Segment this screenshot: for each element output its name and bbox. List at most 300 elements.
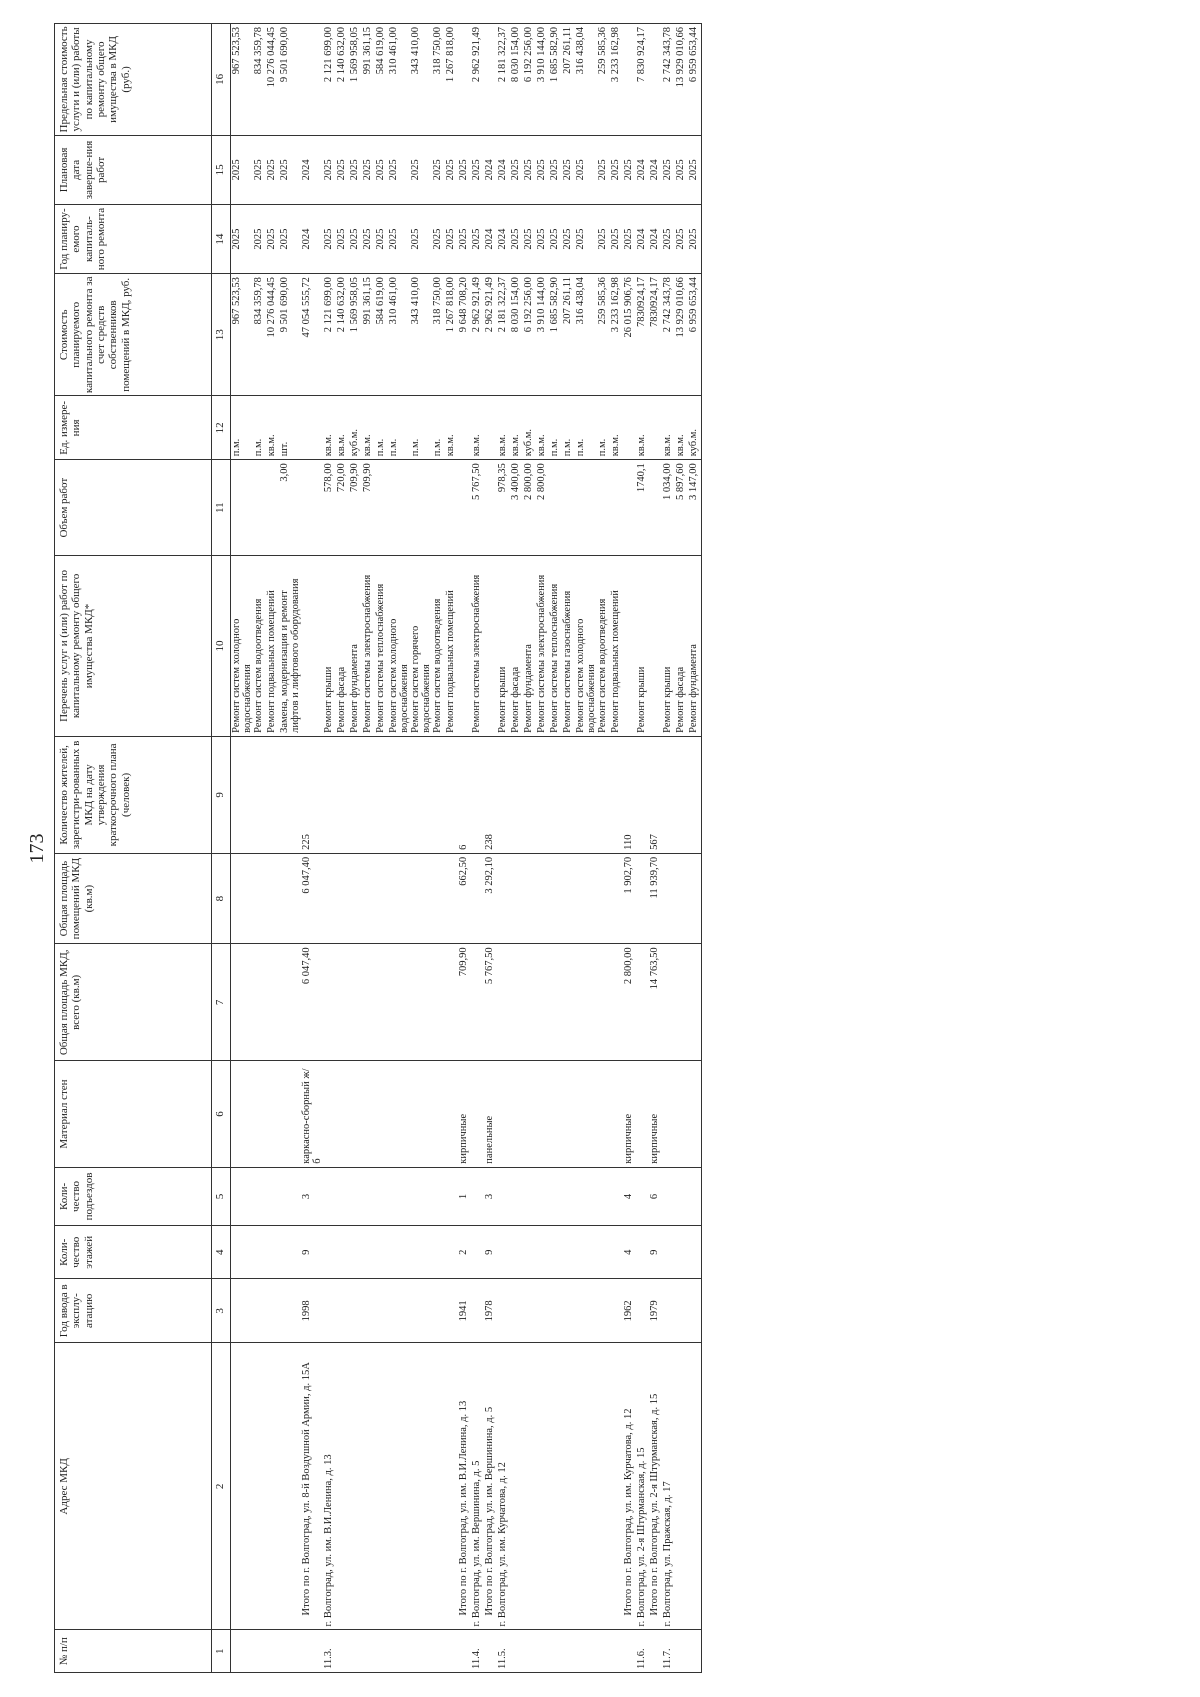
address-cell: г. Волгоград, ул. Пражская, д. 17 bbox=[662, 1343, 675, 1630]
premises-area-cell: 11 939,70 bbox=[649, 853, 662, 943]
entrances-cell bbox=[597, 1167, 610, 1226]
max-cost-cell: 6 192 256,00 bbox=[523, 24, 536, 136]
year-built-cell bbox=[510, 1279, 523, 1343]
premises-area-cell bbox=[253, 853, 266, 943]
column-header-13: Стоимость планируемого капитального ремонта за счет средств собственников помещений в МКД, руб. bbox=[55, 274, 212, 396]
unit-cell bbox=[623, 396, 636, 460]
row-number-cell bbox=[688, 1630, 701, 1673]
column-header-11: Объем работ bbox=[55, 460, 212, 556]
work-volume-cell bbox=[410, 460, 432, 556]
address-cell bbox=[549, 1343, 562, 1630]
total-area-cell bbox=[375, 944, 388, 1061]
planned-cost-cell: 6 192 256,00 bbox=[523, 274, 536, 396]
premises-area-cell bbox=[597, 853, 610, 943]
entrances-cell: 6 bbox=[649, 1167, 662, 1226]
max-cost-cell: 1 267 818,00 bbox=[445, 24, 458, 136]
planned-cost-cell: 316 438,04 bbox=[575, 274, 597, 396]
unit-cell: кв.м. bbox=[471, 396, 484, 460]
residents-cell bbox=[549, 736, 562, 853]
wall-material-cell bbox=[266, 1061, 279, 1167]
completion-year-cell: 2024 bbox=[497, 135, 510, 204]
year-built-cell bbox=[388, 1279, 410, 1343]
year-built-cell: 1978 bbox=[484, 1279, 497, 1343]
header-row bbox=[55, 24, 212, 1673]
planned-cost-cell: 2 140 632,00 bbox=[336, 274, 349, 396]
row-number-cell bbox=[375, 1630, 388, 1673]
completion-year-cell: 2025 bbox=[536, 135, 549, 204]
work-volume-cell: 2 800,00 bbox=[523, 460, 536, 556]
unit-cell bbox=[458, 396, 471, 460]
premises-area-cell bbox=[445, 853, 458, 943]
planned-year-cell: 2025 bbox=[349, 204, 362, 273]
completion-year-cell: 2025 bbox=[675, 135, 688, 204]
work-volume-cell bbox=[231, 460, 254, 556]
planned-year-cell: 2025 bbox=[688, 204, 701, 273]
floors-cell bbox=[375, 1226, 388, 1279]
planned-year-cell: 2025 bbox=[266, 204, 279, 273]
entrances-cell bbox=[688, 1167, 701, 1226]
row-number-cell bbox=[432, 1630, 445, 1673]
completion-year-cell: 2025 bbox=[432, 135, 445, 204]
completion-year-cell: 2025 bbox=[375, 135, 388, 204]
work-volume-cell bbox=[549, 460, 562, 556]
work-type-cell: Ремонт систем холодного водоснабжения bbox=[575, 556, 597, 737]
total-area-cell bbox=[362, 944, 375, 1061]
column-number: 2 bbox=[212, 1343, 231, 1630]
unit-cell: кв.м. bbox=[323, 396, 336, 460]
year-built-cell bbox=[523, 1279, 536, 1343]
work-volume-cell: 709,90 bbox=[349, 460, 362, 556]
entrances-cell bbox=[610, 1167, 623, 1226]
planned-cost-cell: 310 461,00 bbox=[388, 274, 410, 396]
total-area-cell bbox=[336, 944, 349, 1061]
table-row bbox=[253, 24, 266, 1673]
total-area-cell bbox=[597, 944, 610, 1061]
year-built-cell: 1979 bbox=[649, 1279, 662, 1343]
column-number: 1 bbox=[212, 1630, 231, 1673]
year-built-cell bbox=[497, 1279, 510, 1343]
residents-cell bbox=[497, 736, 510, 853]
wall-material-cell bbox=[323, 1061, 336, 1167]
table-row bbox=[266, 24, 279, 1673]
year-built-cell bbox=[662, 1279, 675, 1343]
year-built-cell bbox=[575, 1279, 597, 1343]
premises-area-cell bbox=[362, 853, 375, 943]
work-type-cell: Ремонт фасада bbox=[675, 556, 688, 737]
work-type-cell: Ремонт системы теплоснабжения bbox=[549, 556, 562, 737]
residents-cell bbox=[349, 736, 362, 853]
unit-cell: кв.м. bbox=[536, 396, 549, 460]
row-number-cell bbox=[458, 1630, 471, 1673]
table-row bbox=[649, 24, 662, 1673]
unit-cell: кв.м. bbox=[497, 396, 510, 460]
work-type-cell bbox=[301, 556, 323, 737]
residents-cell bbox=[323, 736, 336, 853]
max-cost-cell: 8 030 154,00 bbox=[510, 24, 523, 136]
residents-cell bbox=[266, 736, 279, 853]
table-row bbox=[432, 24, 445, 1673]
row-number-cell bbox=[597, 1630, 610, 1673]
work-volume-cell bbox=[253, 460, 266, 556]
unit-cell: п.м. bbox=[575, 396, 597, 460]
year-built-cell: 1941 bbox=[458, 1279, 471, 1343]
premises-area-cell: 6 047,40 bbox=[301, 853, 323, 943]
planned-cost-cell: 2 962 921,49 bbox=[484, 274, 497, 396]
completion-year-cell: 2024 bbox=[649, 135, 662, 204]
completion-year-cell: 2025 bbox=[410, 135, 432, 204]
column-header-3: Год ввода в эксплу-атацию bbox=[55, 1279, 212, 1343]
column-number: 16 bbox=[212, 24, 231, 136]
year-built-cell bbox=[636, 1279, 649, 1343]
entrances-cell bbox=[336, 1167, 349, 1226]
wall-material-cell bbox=[575, 1061, 597, 1167]
work-type-cell: Ремонт подвальных помещений bbox=[610, 556, 623, 737]
year-built-cell bbox=[675, 1279, 688, 1343]
table-row bbox=[231, 24, 254, 1673]
year-built-cell: 1962 bbox=[623, 1279, 636, 1343]
max-cost-cell: 2 140 632,00 bbox=[336, 24, 349, 136]
floors-cell bbox=[279, 1226, 301, 1279]
work-type-cell: Ремонт системы электроснабжения bbox=[471, 556, 484, 737]
wall-material-cell bbox=[375, 1061, 388, 1167]
planned-year-cell: 2024 bbox=[301, 204, 323, 273]
planned-year-cell: 2025 bbox=[623, 204, 636, 273]
floors-cell bbox=[445, 1226, 458, 1279]
max-cost-cell: 6 959 653,44 bbox=[688, 24, 701, 136]
floors-cell bbox=[575, 1226, 597, 1279]
residents-cell bbox=[610, 736, 623, 853]
work-volume-cell bbox=[649, 460, 662, 556]
capital-repair-table bbox=[54, 23, 702, 1673]
year-built-cell bbox=[253, 1279, 266, 1343]
residents-cell bbox=[410, 736, 432, 853]
residents-cell bbox=[662, 736, 675, 853]
max-cost-cell: 259 585,36 bbox=[597, 24, 610, 136]
work-type-cell: Ремонт крыши bbox=[636, 556, 649, 737]
completion-year-cell: 2025 bbox=[688, 135, 701, 204]
max-cost-cell: 9 501 690,00 bbox=[279, 24, 301, 136]
wall-material-cell bbox=[610, 1061, 623, 1167]
table-row bbox=[497, 24, 510, 1673]
completion-year-cell: 2025 bbox=[523, 135, 536, 204]
planned-cost-cell: 3 910 144,00 bbox=[536, 274, 549, 396]
year-built-cell bbox=[323, 1279, 336, 1343]
max-cost-cell: 834 359,78 bbox=[253, 24, 266, 136]
premises-area-cell bbox=[610, 853, 623, 943]
planned-cost-cell: 26 015 906,76 bbox=[623, 274, 636, 396]
work-type-cell: Ремонт крыши bbox=[323, 556, 336, 737]
column-number-row bbox=[212, 24, 231, 1673]
total-area-cell bbox=[523, 944, 536, 1061]
total-area-cell bbox=[432, 944, 445, 1061]
row-number-cell: 11.3. bbox=[323, 1630, 336, 1673]
floors-cell bbox=[410, 1226, 432, 1279]
planned-year-cell: 2025 bbox=[458, 204, 471, 273]
table-row bbox=[675, 24, 688, 1673]
premises-area-cell bbox=[279, 853, 301, 943]
column-number: 10 bbox=[212, 556, 231, 737]
planned-year-cell: 2025 bbox=[388, 204, 410, 273]
column-header-8: Общая площадь помещений МКД (кв.м) bbox=[55, 853, 212, 943]
row-number-cell bbox=[484, 1630, 497, 1673]
residents-cell bbox=[510, 736, 523, 853]
row-number-cell bbox=[610, 1630, 623, 1673]
work-volume-cell bbox=[445, 460, 458, 556]
year-built-cell bbox=[536, 1279, 549, 1343]
table-row bbox=[562, 24, 575, 1673]
entrances-cell bbox=[375, 1167, 388, 1226]
max-cost-cell bbox=[484, 24, 497, 136]
total-area-cell bbox=[510, 944, 523, 1061]
completion-year-cell: 2025 bbox=[471, 135, 484, 204]
address-cell bbox=[510, 1343, 523, 1630]
table-row bbox=[445, 24, 458, 1673]
planned-year-cell: 2025 bbox=[610, 204, 623, 273]
work-volume-cell bbox=[623, 460, 636, 556]
planned-year-cell: 2025 bbox=[231, 204, 254, 273]
max-cost-cell bbox=[623, 24, 636, 136]
max-cost-cell: 343 410,00 bbox=[410, 24, 432, 136]
work-volume-cell: 1 034,00 bbox=[662, 460, 675, 556]
planned-cost-cell: 8 030 154,00 bbox=[510, 274, 523, 396]
planned-year-cell: 2025 bbox=[410, 204, 432, 273]
work-type-cell: Ремонт систем водоотведения bbox=[597, 556, 610, 737]
year-built-cell bbox=[688, 1279, 701, 1343]
wall-material-cell bbox=[688, 1061, 701, 1167]
unit-cell: кв.м. bbox=[336, 396, 349, 460]
max-cost-cell: 2 962 921,49 bbox=[471, 24, 484, 136]
total-area-cell bbox=[549, 944, 562, 1061]
table-row bbox=[510, 24, 523, 1673]
entrances-cell bbox=[445, 1167, 458, 1226]
wall-material-cell bbox=[445, 1061, 458, 1167]
residents-cell bbox=[279, 736, 301, 853]
max-cost-cell: 1 569 958,05 bbox=[349, 24, 362, 136]
planned-cost-cell: 2 962 921,49 bbox=[471, 274, 484, 396]
entrances-cell bbox=[362, 1167, 375, 1226]
completion-year-cell: 2025 bbox=[266, 135, 279, 204]
total-area-cell bbox=[610, 944, 623, 1061]
total-area-cell bbox=[636, 944, 649, 1061]
planned-cost-cell: 2 742 343,78 bbox=[662, 274, 675, 396]
address-cell bbox=[231, 1343, 254, 1630]
premises-area-cell: 1 902,70 bbox=[623, 853, 636, 943]
unit-cell: куб.м. bbox=[349, 396, 362, 460]
work-type-cell: Ремонт фундамента bbox=[688, 556, 701, 737]
completion-year-cell: 2024 bbox=[484, 135, 497, 204]
work-type-cell: Ремонт крыши bbox=[662, 556, 675, 737]
address-cell: г. Волгоград, ул. им. Вершинина, д. 5 bbox=[471, 1343, 484, 1630]
completion-year-cell: 2025 bbox=[445, 135, 458, 204]
planned-cost-cell: 3 233 162,98 bbox=[610, 274, 623, 396]
floors-cell bbox=[688, 1226, 701, 1279]
planned-cost-cell: 9 501 690,00 bbox=[279, 274, 301, 396]
entrances-cell: 1 bbox=[458, 1167, 471, 1226]
work-type-cell: Замена, модернизация и ремонт лифтов и лифтового оборудования bbox=[279, 556, 301, 737]
wall-material-cell: кирпичные bbox=[649, 1061, 662, 1167]
entrances-cell bbox=[349, 1167, 362, 1226]
address-cell bbox=[432, 1343, 445, 1630]
table-row bbox=[323, 24, 336, 1673]
wall-material-cell: каркасно-сборный ж/б bbox=[301, 1061, 323, 1167]
planned-year-cell: 2025 bbox=[253, 204, 266, 273]
address-cell bbox=[575, 1343, 597, 1630]
address-cell: Итого по г. Волгоград, ул. 2-я Штурманская, д. 15 bbox=[649, 1343, 662, 1630]
unit-cell: кв.м. bbox=[362, 396, 375, 460]
column-header-2: Адрес МКД bbox=[55, 1343, 212, 1630]
planned-year-cell: 2024 bbox=[649, 204, 662, 273]
row-number-cell bbox=[536, 1630, 549, 1673]
year-built-cell bbox=[336, 1279, 349, 1343]
premises-area-cell bbox=[375, 853, 388, 943]
planned-year-cell: 2025 bbox=[445, 204, 458, 273]
premises-area-cell bbox=[549, 853, 562, 943]
wall-material-cell bbox=[253, 1061, 266, 1167]
unit-cell: п.м. bbox=[432, 396, 445, 460]
row-number-cell: 11.4. bbox=[471, 1630, 484, 1673]
year-built-cell bbox=[597, 1279, 610, 1343]
completion-year-cell: 2025 bbox=[388, 135, 410, 204]
table-row bbox=[362, 24, 375, 1673]
column-header-10: Перечень услуг и (или) работ по капитальному ремонту общего имущества МКД* bbox=[55, 556, 212, 737]
floors-cell bbox=[549, 1226, 562, 1279]
unit-cell: кв.м. bbox=[675, 396, 688, 460]
entrances-cell bbox=[279, 1167, 301, 1226]
column-header-14: Год планиру-емого капиталь-ного ремонта bbox=[55, 204, 212, 273]
planned-year-cell: 2024 bbox=[484, 204, 497, 273]
entrances-cell bbox=[549, 1167, 562, 1226]
premises-area-cell bbox=[410, 853, 432, 943]
work-volume-cell: 3 147,00 bbox=[688, 460, 701, 556]
total-area-cell bbox=[279, 944, 301, 1061]
row-number-cell bbox=[301, 1630, 323, 1673]
residents-cell bbox=[231, 736, 254, 853]
residents-cell bbox=[597, 736, 610, 853]
floors-cell bbox=[323, 1226, 336, 1279]
planned-year-cell: 2025 bbox=[471, 204, 484, 273]
total-area-cell: 5 767,50 bbox=[484, 944, 497, 1061]
entrances-cell bbox=[523, 1167, 536, 1226]
floors-cell bbox=[497, 1226, 510, 1279]
planned-year-cell: 2025 bbox=[562, 204, 575, 273]
premises-area-cell: 662,50 bbox=[458, 853, 471, 943]
residents-cell: 6 bbox=[458, 736, 471, 853]
row-number-cell bbox=[445, 1630, 458, 1673]
wall-material-cell bbox=[349, 1061, 362, 1167]
work-volume-cell: 978,35 bbox=[497, 460, 510, 556]
work-volume-cell bbox=[610, 460, 623, 556]
work-type-cell: Ремонт подвальных помещений bbox=[266, 556, 279, 737]
floors-cell: 9 bbox=[649, 1226, 662, 1279]
total-area-cell: 14 763,50 bbox=[649, 944, 662, 1061]
planned-cost-cell: 207 261,11 bbox=[562, 274, 575, 396]
premises-area-cell: 3 292,10 bbox=[484, 853, 497, 943]
address-cell bbox=[266, 1343, 279, 1630]
column-number: 9 bbox=[212, 736, 231, 853]
total-area-cell bbox=[445, 944, 458, 1061]
table-row bbox=[410, 24, 432, 1673]
work-type-cell: Ремонт систем холодного водоснабжения bbox=[231, 556, 254, 737]
total-area-cell bbox=[410, 944, 432, 1061]
unit-cell: кв.м. bbox=[610, 396, 623, 460]
wall-material-cell bbox=[432, 1061, 445, 1167]
floors-cell bbox=[675, 1226, 688, 1279]
completion-year-cell: 2025 bbox=[623, 135, 636, 204]
floors-cell bbox=[536, 1226, 549, 1279]
unit-cell: кв.м. bbox=[636, 396, 649, 460]
unit-cell: п.м. bbox=[231, 396, 254, 460]
year-built-cell bbox=[410, 1279, 432, 1343]
address-cell bbox=[279, 1343, 301, 1630]
entrances-cell bbox=[562, 1167, 575, 1226]
work-volume-cell bbox=[301, 460, 323, 556]
row-number-cell bbox=[349, 1630, 362, 1673]
floors-cell bbox=[336, 1226, 349, 1279]
max-cost-cell bbox=[301, 24, 323, 136]
row-number-cell: 11.6. bbox=[636, 1630, 649, 1673]
work-type-cell bbox=[623, 556, 636, 737]
floors-cell bbox=[662, 1226, 675, 1279]
entrances-cell bbox=[536, 1167, 549, 1226]
unit-cell: п.м. bbox=[253, 396, 266, 460]
column-header-16: Предельная стоимость услуги и (или) работы по капитальному ремонту общего имущества в МКД (руб.) bbox=[55, 24, 212, 136]
floors-cell bbox=[610, 1226, 623, 1279]
row-number-cell bbox=[410, 1630, 432, 1673]
table-row bbox=[471, 24, 484, 1673]
completion-year-cell: 2025 bbox=[231, 135, 254, 204]
row-number-cell bbox=[623, 1630, 636, 1673]
column-number: 15 bbox=[212, 135, 231, 204]
total-area-cell bbox=[323, 944, 336, 1061]
max-cost-cell: 2 181 322,37 bbox=[497, 24, 510, 136]
max-cost-cell: 967 523,53 bbox=[231, 24, 254, 136]
floors-cell bbox=[362, 1226, 375, 1279]
completion-year-cell: 2025 bbox=[323, 135, 336, 204]
column-number: 14 bbox=[212, 204, 231, 273]
column-header-15: Плановая дата заверше-ния работ bbox=[55, 135, 212, 204]
planned-year-cell: 2025 bbox=[375, 204, 388, 273]
entrances-cell bbox=[497, 1167, 510, 1226]
table-row bbox=[610, 24, 623, 1673]
completion-year-cell: 2025 bbox=[662, 135, 675, 204]
premises-area-cell bbox=[336, 853, 349, 943]
floors-cell: 9 bbox=[301, 1226, 323, 1279]
floors-cell bbox=[388, 1226, 410, 1279]
row-number-cell bbox=[336, 1630, 349, 1673]
table-row bbox=[575, 24, 597, 1673]
work-volume-cell: 5 897,60 bbox=[675, 460, 688, 556]
unit-cell bbox=[649, 396, 662, 460]
residents-cell: 110 bbox=[623, 736, 636, 853]
planned-cost-cell: 7830924,17 bbox=[636, 274, 649, 396]
work-volume-cell bbox=[432, 460, 445, 556]
work-type-cell: Ремонт систем холодного водоснабжения bbox=[388, 556, 410, 737]
planned-cost-cell: 47 054 555,72 bbox=[301, 274, 323, 396]
work-volume-cell bbox=[575, 460, 597, 556]
work-volume-cell: 578,00 bbox=[323, 460, 336, 556]
residents-cell: 238 bbox=[484, 736, 497, 853]
table-header bbox=[55, 24, 231, 1673]
year-built-cell bbox=[231, 1279, 254, 1343]
address-cell bbox=[562, 1343, 575, 1630]
wall-material-cell bbox=[410, 1061, 432, 1167]
max-cost-cell: 1 685 582,90 bbox=[549, 24, 562, 136]
address-cell bbox=[445, 1343, 458, 1630]
residents-cell bbox=[536, 736, 549, 853]
premises-area-cell bbox=[323, 853, 336, 943]
premises-area-cell bbox=[562, 853, 575, 943]
work-volume-cell: 709,90 bbox=[362, 460, 375, 556]
